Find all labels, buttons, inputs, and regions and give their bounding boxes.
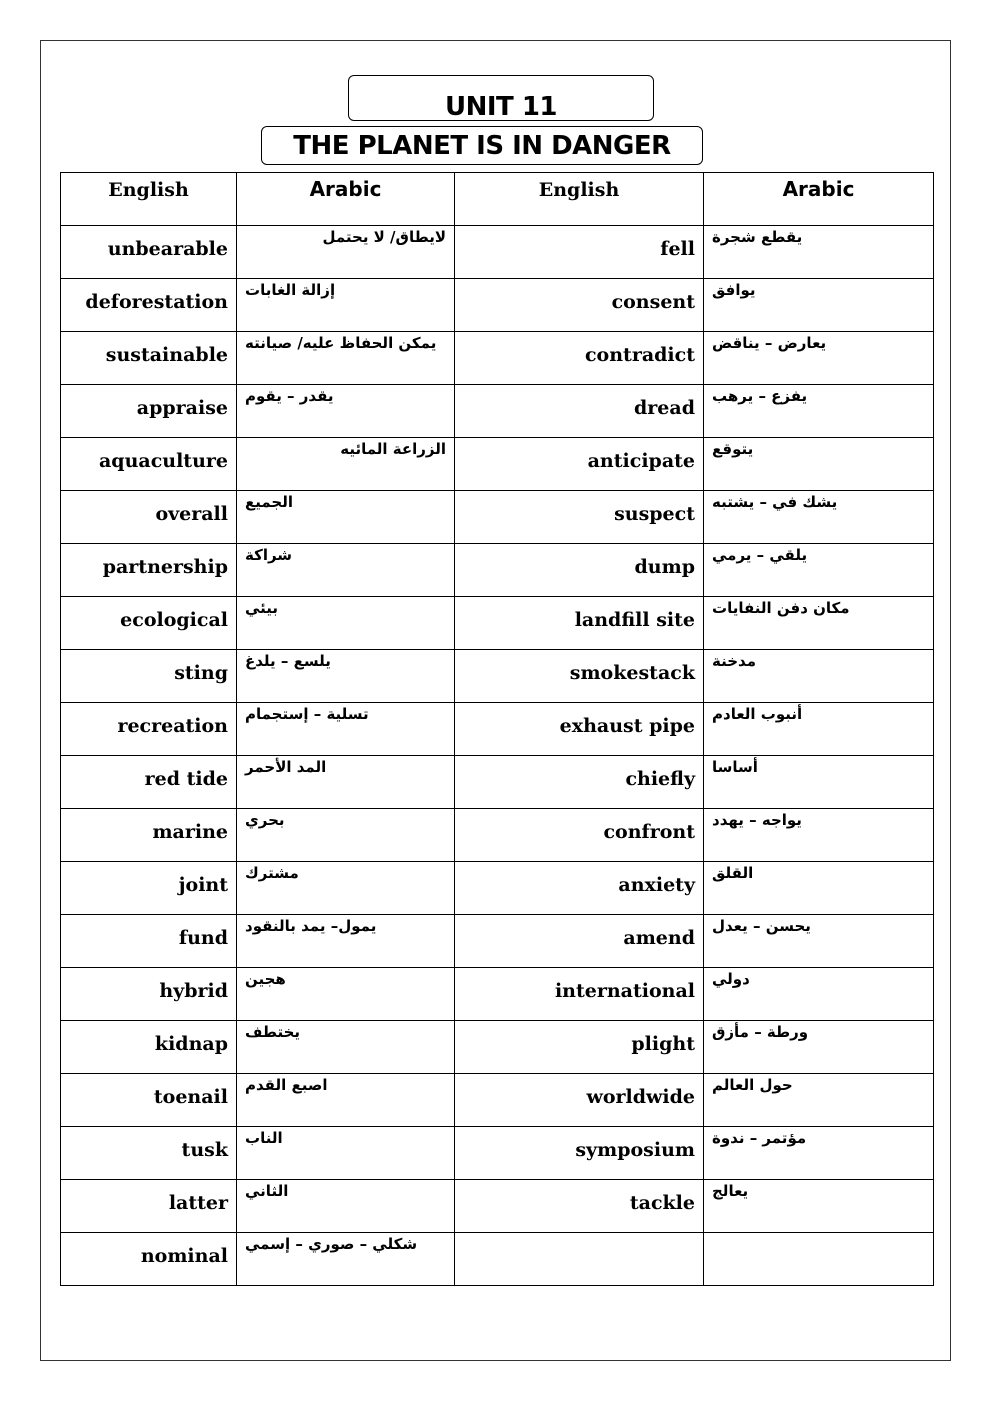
english-word: sting: [174, 662, 228, 684]
arabic-translation: يحسن – يعدل: [712, 917, 811, 935]
english-word: exhaust pipe: [559, 715, 695, 737]
table-row: [61, 703, 934, 756]
arabic-translation-cell: [237, 385, 455, 438]
english-word-cell: [455, 915, 704, 968]
arabic-translation-cell: [237, 1127, 455, 1180]
english-word-cell: [61, 279, 237, 332]
arabic-translation-cell: [237, 279, 455, 332]
english-word-cell: [455, 544, 704, 597]
english-word-cell: [61, 968, 237, 1021]
arabic-translation-cell: [704, 650, 934, 703]
english-word-cell: [61, 385, 237, 438]
english-word-cell: [455, 756, 704, 809]
english-word: worldwide: [586, 1086, 695, 1108]
arabic-translation: دولي: [712, 970, 750, 988]
table-row: [61, 597, 934, 650]
arabic-translation: الزراعة المائيه: [340, 440, 446, 458]
english-word-cell: [455, 968, 704, 1021]
arabic-translation: يختطف: [245, 1023, 301, 1041]
table-row: [61, 226, 934, 279]
arabic-translation-cell: [237, 650, 455, 703]
table-row: [61, 756, 934, 809]
english-word: consent: [611, 291, 695, 313]
arabic-translation-cell: [704, 809, 934, 862]
english-word-cell: [61, 1074, 237, 1127]
english-word-cell: [455, 279, 704, 332]
arabic-translation-cell: [237, 756, 455, 809]
english-word: plight: [631, 1033, 695, 1055]
english-word: ecological: [120, 609, 228, 631]
english-word: deforestation: [85, 291, 228, 313]
english-word: amend: [623, 927, 695, 949]
arabic-translation: شكلي – صوري – إسمي: [245, 1235, 418, 1253]
english-word: unbearable: [107, 238, 228, 260]
english-word-cell: [61, 332, 237, 385]
table-row: [61, 968, 934, 1021]
arabic-translation: مكان دفن النفايات: [712, 599, 850, 617]
english-word-cell: [455, 597, 704, 650]
english-word: toenail: [153, 1086, 228, 1108]
arabic-translation: لايطاق/ لا يحتمل: [322, 228, 446, 246]
english-word: anxiety: [618, 874, 695, 896]
english-word-cell: [455, 1127, 704, 1180]
arabic-translation-cell: [704, 968, 934, 1021]
english-word: aquaculture: [98, 450, 228, 472]
english-word: latter: [168, 1192, 228, 1214]
english-word-cell: [61, 597, 237, 650]
arabic-translation-cell: [237, 809, 455, 862]
english-word: tackle: [629, 1192, 695, 1214]
english-word: contradict: [584, 344, 695, 366]
table-row: [61, 650, 934, 703]
arabic-translation-cell: [704, 1127, 934, 1180]
english-word: international: [554, 980, 695, 1002]
arabic-translation-cell: [704, 385, 934, 438]
table-row: [61, 438, 934, 491]
english-word-cell: [455, 1074, 704, 1127]
arabic-translation: مشترك: [245, 864, 299, 882]
english-word-cell: [455, 1021, 704, 1074]
arabic-translation: أنبوب العادم: [712, 705, 803, 723]
topic-title: THE PLANET IS IN DANGER: [261, 126, 703, 165]
arabic-translation: يمكن الحفاظ عليه/ صيانته: [245, 334, 437, 352]
english-word: symposium: [575, 1139, 695, 1161]
english-word: recreation: [117, 715, 228, 737]
arabic-translation-cell: [704, 597, 934, 650]
arabic-translation: يعارض – يناقض: [712, 334, 827, 352]
arabic-translation-cell: [237, 1021, 455, 1074]
english-word-cell: [61, 491, 237, 544]
arabic-translation-cell: [704, 544, 934, 597]
arabic-translation-cell: [704, 226, 934, 279]
arabic-translation-cell: [237, 491, 455, 544]
unit-title: UNIT 11: [348, 75, 654, 121]
english-word-cell: [61, 1233, 237, 1286]
english-word-cell: [61, 809, 237, 862]
arabic-translation: الثاني: [245, 1182, 289, 1200]
arabic-translation-cell: [237, 1074, 455, 1127]
english-word: sustainable: [105, 344, 228, 366]
arabic-translation-cell: [704, 915, 934, 968]
arabic-translation-cell: [237, 862, 455, 915]
table-row: [61, 279, 934, 332]
english-word: smokestack: [569, 662, 695, 684]
arabic-translation: بحري: [245, 811, 285, 829]
english-word-cell: [455, 1233, 704, 1286]
arabic-translation-cell: [237, 915, 455, 968]
table-row: [61, 332, 934, 385]
arabic-translation: بيئي: [245, 599, 279, 617]
arabic-translation: يلقي – يرمي: [712, 546, 808, 564]
english-word-cell: [455, 438, 704, 491]
english-word-cell: [455, 491, 704, 544]
english-word: kidnap: [154, 1033, 228, 1055]
table-row: [61, 1180, 934, 1233]
table-row: [61, 1233, 934, 1286]
table-row: [61, 385, 934, 438]
arabic-translation: يشك في – يشتبه: [712, 493, 838, 511]
arabic-translation: يواجه – يهدد: [712, 811, 802, 829]
column-header-english-1: English: [61, 173, 237, 226]
english-word-cell: [61, 915, 237, 968]
arabic-translation-cell: [237, 332, 455, 385]
arabic-translation: شراكة: [245, 546, 293, 564]
english-word-cell: [455, 650, 704, 703]
arabic-translation: يوافق: [712, 281, 756, 299]
arabic-translation-cell: [704, 332, 934, 385]
arabic-translation: المد الأحمر: [245, 758, 327, 776]
english-word-cell: [61, 226, 237, 279]
english-word: landfill site: [574, 609, 695, 631]
english-word: chiefly: [625, 768, 695, 790]
english-word: joint: [178, 874, 228, 896]
english-word-cell: [61, 438, 237, 491]
english-word-cell: [61, 862, 237, 915]
english-word: dump: [634, 556, 695, 578]
column-header-arabic-1: Arabic: [237, 173, 455, 226]
english-word-cell: [455, 809, 704, 862]
arabic-translation-cell: [237, 544, 455, 597]
english-word: appraise: [136, 397, 228, 419]
english-word-cell: [61, 703, 237, 756]
arabic-translation: يلسع – يلدغ: [245, 652, 331, 670]
arabic-translation-cell: [704, 1180, 934, 1233]
arabic-translation: إزالة الغابات: [245, 281, 336, 299]
arabic-translation-cell: [237, 968, 455, 1021]
arabic-translation: يمول– يمد بالنقود: [245, 917, 377, 935]
arabic-translation: القلق: [712, 864, 754, 882]
arabic-translation: حول العالم: [712, 1076, 793, 1094]
english-word-cell: [61, 650, 237, 703]
english-word: fell: [660, 238, 695, 260]
arabic-translation-cell: [237, 1233, 455, 1286]
arabic-translation-cell: [704, 1233, 934, 1286]
arabic-translation-cell: [704, 279, 934, 332]
arabic-translation-cell: [704, 491, 934, 544]
arabic-translation: يقطع شجرة: [712, 228, 803, 246]
table-row: [61, 1074, 934, 1127]
english-word-cell: [455, 226, 704, 279]
arabic-translation: هجين: [245, 970, 286, 988]
arabic-translation: مدخنة: [712, 652, 756, 670]
english-word: nominal: [140, 1245, 228, 1267]
english-word: hybrid: [159, 980, 228, 1002]
english-word: red tide: [144, 768, 228, 790]
english-word-cell: [455, 703, 704, 756]
arabic-translation-cell: [704, 1021, 934, 1074]
arabic-translation: يقدر – يقوم: [245, 387, 334, 405]
english-word: fund: [178, 927, 228, 949]
arabic-translation-cell: [237, 703, 455, 756]
arabic-translation-cell: [704, 756, 934, 809]
arabic-translation-cell: [704, 703, 934, 756]
table-row: [61, 862, 934, 915]
english-word: anticipate: [587, 450, 695, 472]
table-row: [61, 1127, 934, 1180]
table-header-row: [61, 173, 934, 226]
arabic-translation-cell: [237, 438, 455, 491]
english-word-cell: [455, 385, 704, 438]
vocabulary-table: [60, 172, 934, 1286]
table-row: [61, 544, 934, 597]
english-word: suspect: [614, 503, 695, 525]
table-row: [61, 915, 934, 968]
english-word: partnership: [102, 556, 228, 578]
table-body: [61, 226, 934, 1286]
english-word-cell: [61, 544, 237, 597]
arabic-translation: يتوقع: [712, 440, 754, 458]
arabic-translation-cell: [704, 862, 934, 915]
arabic-translation: اصبع القدم: [245, 1076, 328, 1094]
arabic-translation: تسلية – إستجمام: [245, 705, 369, 723]
arabic-translation: يفزع – يرهب: [712, 387, 808, 405]
english-word: dread: [634, 397, 695, 419]
column-header-arabic-2: Arabic: [704, 173, 934, 226]
arabic-translation: الناب: [245, 1129, 283, 1147]
arabic-translation-cell: [704, 438, 934, 491]
english-word: overall: [155, 503, 228, 525]
english-word-cell: [455, 1180, 704, 1233]
arabic-translation: ورطة – مأزق: [712, 1023, 809, 1041]
arabic-translation: أساسا: [712, 758, 758, 776]
english-word: tusk: [181, 1139, 228, 1161]
english-word-cell: [61, 756, 237, 809]
arabic-translation-cell: [237, 226, 455, 279]
column-header-english-2: English: [455, 173, 704, 226]
english-word: confront: [603, 821, 695, 843]
table-row: [61, 809, 934, 862]
english-word-cell: [61, 1180, 237, 1233]
english-word-cell: [455, 332, 704, 385]
arabic-translation-cell: [704, 1074, 934, 1127]
arabic-translation-cell: [237, 597, 455, 650]
arabic-translation: يعالج: [712, 1182, 749, 1200]
table-row: [61, 491, 934, 544]
table-row: [61, 1021, 934, 1074]
arabic-translation-cell: [237, 1180, 455, 1233]
arabic-translation: مؤتمر – ندوة: [712, 1129, 807, 1147]
arabic-translation: الجميع: [245, 493, 294, 511]
english-word: marine: [152, 821, 228, 843]
english-word-cell: [61, 1127, 237, 1180]
english-word-cell: [455, 862, 704, 915]
english-word-cell: [61, 1021, 237, 1074]
